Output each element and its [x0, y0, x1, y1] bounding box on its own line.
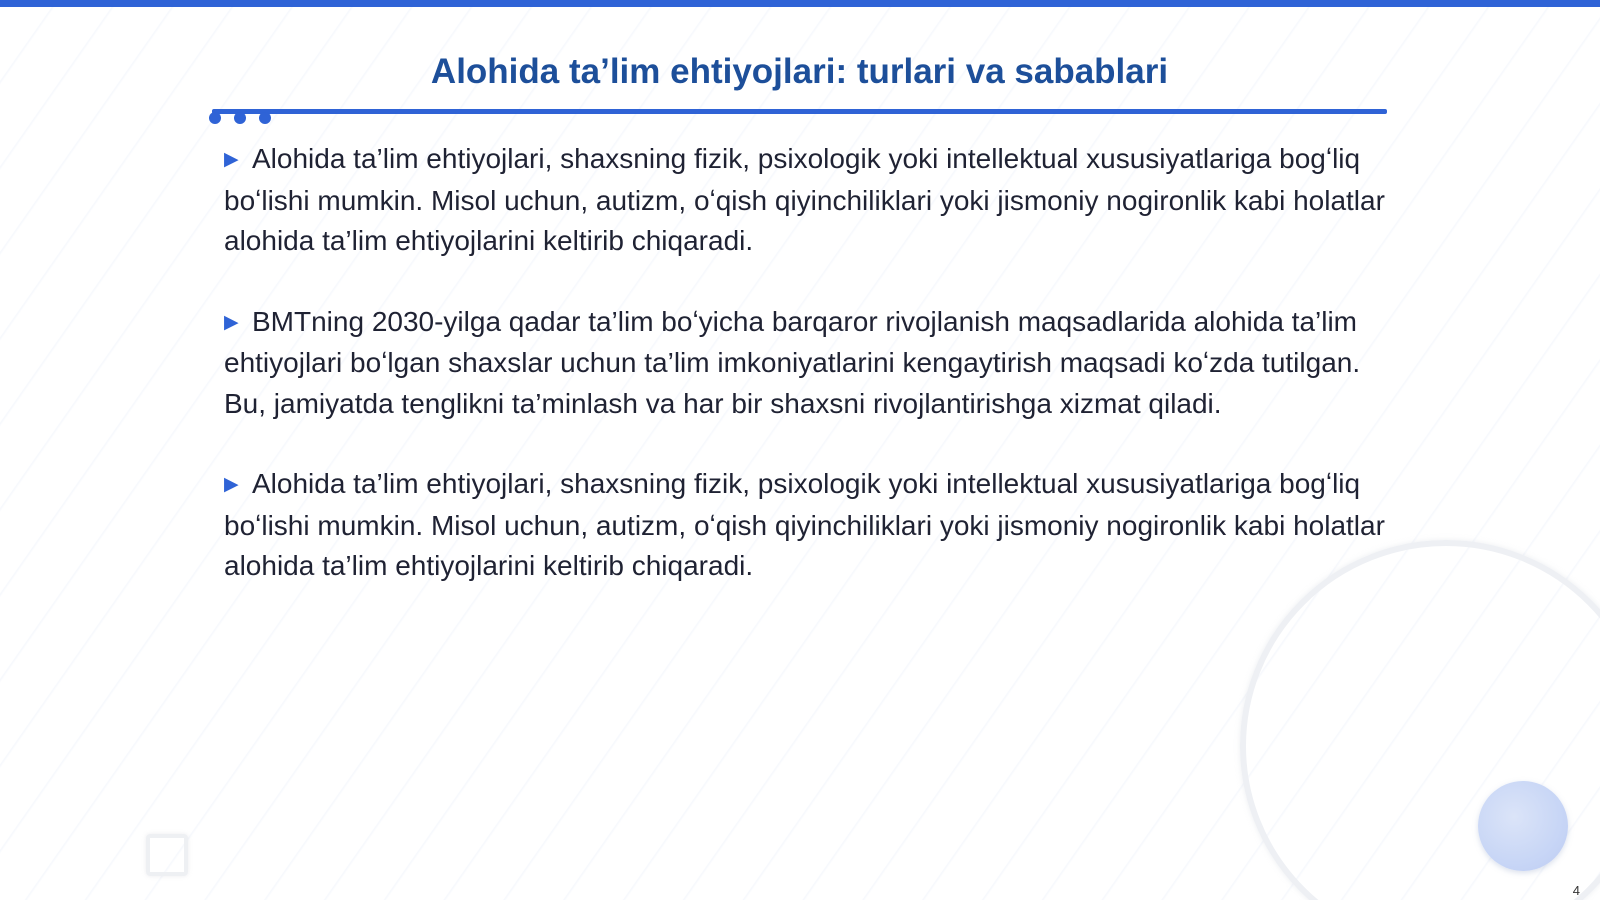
decorative-ball — [1478, 781, 1568, 871]
triangle-right-icon: ▶ — [224, 149, 239, 170]
underline-dot — [259, 112, 271, 124]
bullet-text: BMTning 2030-yilga qadar ta’lim boʻyicha barqaror rivojlanish maqsadlarida alohida ta’lim ehtiyojlari boʻlgan shaxslar uchun ta’lim imkoniyatlarini kengaytirish maqsadi koʻzda tutilgan. Bu, jamiyatda tenglikni ta’minlash va har bir shaxsni rivojlantirishga xizmat qiladi. — [224, 305, 1361, 419]
bullet-item — [224, 139, 1389, 262]
title-underline — [212, 109, 1387, 114]
top-accent-bar — [0, 0, 1600, 7]
slide-title: Alohida ta’lim ehtiyojlari: turlari va sabablari — [430, 52, 1169, 91]
underline-dot — [209, 112, 221, 124]
underline-dot — [234, 112, 246, 124]
bullet-item — [224, 464, 1389, 587]
bullet-list — [224, 139, 1389, 627]
page-number: 4 — [1572, 883, 1580, 898]
bullet-text: Alohida ta’lim ehtiyojlari, shaxsning fizik, psixologik yoki intellektual xususiyatlariga bogʻliq boʻlishi mumkin. Misol uchun, autizm, oʻqish qiyinchiliklari yoki jismoniy nogironlik kabi holatlar alohida ta’lim ehtiyojlarini keltirib chiqaradi. — [224, 468, 1385, 581]
bullet-text: Alohida ta’lim ehtiyojlari, shaxsning fizik, psixologik yoki intellektual xususiyatlariga bogʻliq boʻlishi mumkin. Misol uchun, autizm, oʻqish qiyinchiliklari yoki jismoniy nogironlik kabi holatlar alohida ta’lim ehtiyojlarini keltirib chiqaradi. — [224, 143, 1385, 256]
triangle-right-icon: ▶ — [224, 474, 239, 495]
triangle-right-icon: ▶ — [224, 311, 239, 333]
bullet-item — [224, 302, 1389, 425]
decorative-square — [146, 834, 188, 876]
